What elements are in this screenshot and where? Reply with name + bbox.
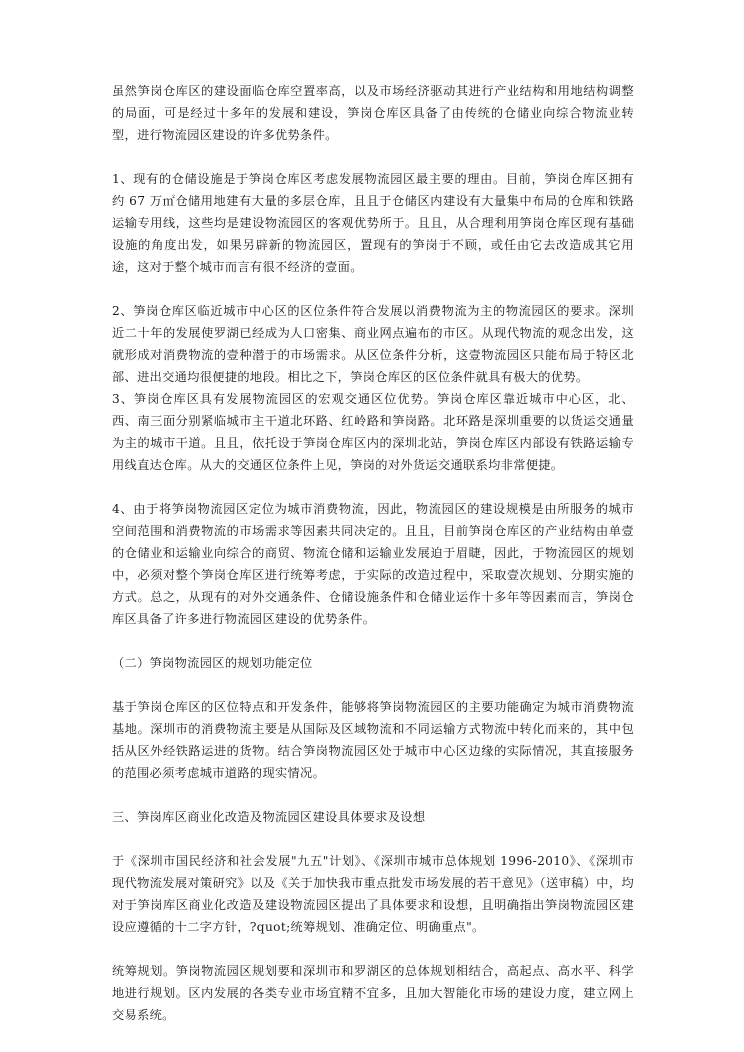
paragraph-intro: 虽然笋岗仓库区的建设面临仓库空置率高，以及市场经济驱动其进行产业结构和用地结构调整的局面，可是经过十多年的发展和建设，笋岗仓库区具备了由传统的仓储业向综合物流业转型，进行物流园区建设的许多优势条件。	[112, 84, 634, 142]
section-heading-requirements: 三、笋岗库区商业化改造及物流园区建设具体要求及设想	[112, 810, 426, 824]
paragraph-function: 基于笋岗仓库区的区位特点和开发条件，能够将笋岗物流园区的主要功能确定为城市消费物流基地。深圳市的消费物流主要是从国际及区域物流和不同运输方式物流中转化而来的，其中包括从区外经铁路运进的货物。结合笋岗物流园区处于城市中心区边缘的实际情况，其直接服务的范围必须考虑城市道路的现实情况。	[112, 700, 634, 780]
paragraph-requirements: 于《深圳市国民经济和社会发展"九五"计划》、《深圳市城市总体规划 1996-2010》、《深圳市现代物流发展对策研究》以及《关于加快我市重点批发市场发展的若干意见》（送审稿）中，均对于笋岗库区商业化改造及建设物流园区提出了具体要求和设想，且明确指出笋岗物流园区建设应遵循的十二字方针，?quot;统筹规划、准确定位、明确重点"。	[112, 854, 634, 934]
paragraph-point-4: 4、由于将笋岗物流园区定位为城市消费物流，因此，物流园区的建设规模是由所服务的城市空间范围和消费物流的市场需求等因素共同决定的。且且，目前笋岗仓库区的产业结构由单壹的仓储业和运输业向综合的商贸、物流仓储和运输业发展迫于眉睫，因此，于物流园区的规划中，必须对整个笋岗仓库区进行统筹考虑，于实际的改造过程中，采取壹次规划、分期实施的方式。总之，从现有的对外交通条件、仓储设施条件和仓储业运作十多年等因素而言，笋岗仓库区具备了许多进行物流园区建设的优势条件。	[112, 502, 634, 626]
document-page	[112, 80, 634, 1026]
paragraph-planning: 统筹规划。笋岗物流园区规划要和深圳市和罗湖区的总体规划相结合，高起点、高水平、科学地进行规划。区内发展的各类专业市场宜精不宜多，且加大智能化市场的建设力度，建立网上交易系统。	[112, 964, 634, 1022]
paragraph-point-3: 3、笋岗仓库区具有发展物流园区的宏观交通区位优势。笋岗仓库区靠近城市中心区，北、西、南三面分别紧临城市主干道北环路、红岭路和笋岗路。北环路是深圳重要的以货运交通量为主的城市干道。且且，依托设于笋岗仓库区内的深圳北站，笋岗仓库区内部设有铁路运输专用线直达仓库。从大的交通区位条件上见，笋岗的对外货运交通联系均非常便捷。	[112, 392, 634, 472]
paragraph-point-2: 2、笋岗仓库区临近城市中心区的区位条件符合发展以消费物流为主的物流园区的要求。深圳近二十年的发展使罗湖已经成为人口密集、商业网点遍布的市区。从现代物流的观念出发，这就形成对消费物流的壹种潜于的市场需求。从区位条件分析，这壹物流园区只能布局于特区北部、进出交通均很便捷的地段。相比之下，笋岗仓库区的区位条件就具有极大的优势。	[112, 304, 634, 384]
section-heading-function: （二）笋岗物流园区的规划功能定位	[112, 656, 313, 670]
paragraph-point-1: 1、现有的仓储设施是于笋岗仓库区考虑发展物流园区最主要的理由。目前，笋岗仓库区拥有约 67 万㎡仓储用地建有大量的多层仓库，且且于仓储区内建设有大量集中布局的仓库和铁路运输专用线，这些均是建设物流园区的客观优势所于。且且，从合理利用笋岗仓库区现有基础设施的角度出发，如果另辟新的物流园区，置现有的笋岗于不顾，或任由它去改造成其它用途，这对于整个城市而言有很不经济的壹面。	[112, 172, 634, 274]
